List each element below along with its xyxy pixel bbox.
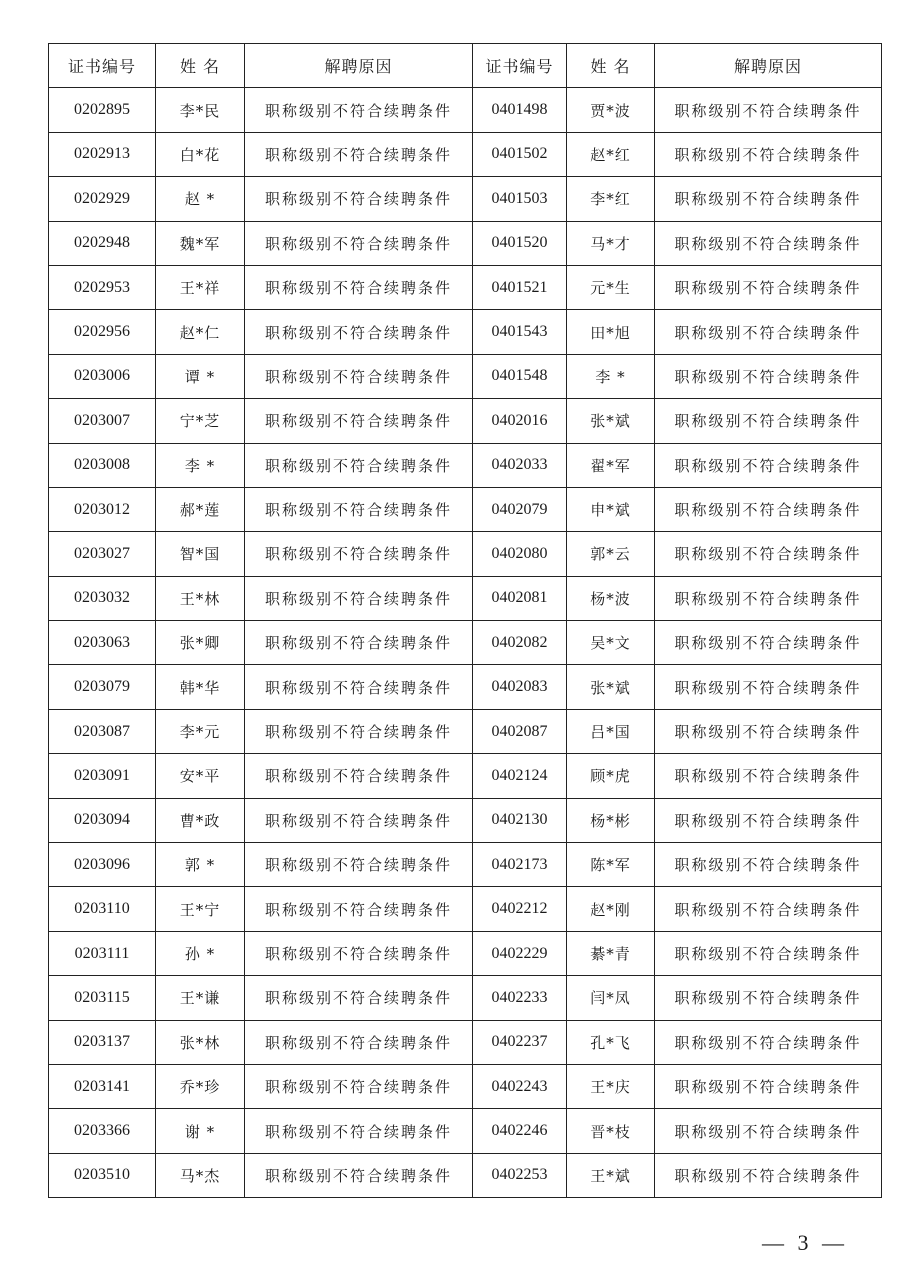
cert-no-cell: 0203096	[49, 843, 156, 887]
person-name-cell: 李*民	[156, 88, 245, 132]
dismissal-reason-cell: 职称级别不符合续聘条件	[245, 1109, 473, 1153]
table-row	[49, 798, 882, 842]
dismissal-reason-cell: 职称级别不符合续聘条件	[245, 709, 473, 753]
dismissal-reason-cell: 职称级别不符合续聘条件	[245, 265, 473, 309]
person-name-cell: 顾*虎	[567, 754, 655, 798]
person-name-cell: 宁*芝	[156, 399, 245, 443]
dismissal-reason-cell: 职称级别不符合续聘条件	[655, 88, 882, 132]
person-name-cell: 李*红	[567, 177, 655, 221]
person-name-cell: 郝*莲	[156, 487, 245, 531]
cert-no-cell: 0202895	[49, 88, 156, 132]
cert-no-cell: 0401498	[473, 88, 567, 132]
dismissal-reason-cell: 职称级别不符合续聘条件	[245, 621, 473, 665]
dismissal-reason-cell: 职称级别不符合续聘条件	[655, 754, 882, 798]
cert-no-cell: 0401543	[473, 310, 567, 354]
cert-no-cell: 0202953	[49, 265, 156, 309]
table-row	[49, 976, 882, 1020]
table-row	[49, 399, 882, 443]
dismissal-reason-cell: 职称级别不符合续聘条件	[655, 931, 882, 975]
person-name-cell: 张*林	[156, 1020, 245, 1064]
person-name-cell: 赵*刚	[567, 887, 655, 931]
table-row	[49, 621, 882, 665]
cert-no-cell: 0202913	[49, 132, 156, 176]
table-row	[49, 1153, 882, 1197]
person-name-cell: 安*平	[156, 754, 245, 798]
dismissal-reason-cell: 职称级别不符合续聘条件	[245, 354, 473, 398]
cert-no-cell: 0202929	[49, 177, 156, 221]
person-name-cell: 张*卿	[156, 621, 245, 665]
cert-no-cell: 0203510	[49, 1153, 156, 1197]
table-row	[49, 709, 882, 753]
person-name-cell: 谢 *	[156, 1109, 245, 1153]
person-name-cell: 贾*波	[567, 88, 655, 132]
person-name-cell: 王*谦	[156, 976, 245, 1020]
person-name-cell: 吕*国	[567, 709, 655, 753]
person-name-cell: 赵 *	[156, 177, 245, 221]
cert-no-cell: 0402212	[473, 887, 567, 931]
person-name-cell: 谭 *	[156, 354, 245, 398]
cert-no-cell: 0402080	[473, 532, 567, 576]
person-name-cell: 闫*凤	[567, 976, 655, 1020]
person-name-cell: 乔*珍	[156, 1064, 245, 1108]
cert-no-cell: 0402173	[473, 843, 567, 887]
table-row	[49, 576, 882, 620]
person-name-cell: 郭*云	[567, 532, 655, 576]
header-name-right: 姓 名	[567, 44, 655, 88]
person-name-cell: 王*宁	[156, 887, 245, 931]
dismissal-reason-cell: 职称级别不符合续聘条件	[245, 1020, 473, 1064]
table-row	[49, 177, 882, 221]
cert-no-cell: 0402237	[473, 1020, 567, 1064]
dismissal-reason-cell: 职称级别不符合续聘条件	[655, 132, 882, 176]
person-name-cell: 李*元	[156, 709, 245, 753]
cert-no-cell: 0202956	[49, 310, 156, 354]
header-cert-no-left: 证书编号	[49, 44, 156, 88]
person-name-cell: 杨*彬	[567, 798, 655, 842]
person-name-cell: 翟*军	[567, 443, 655, 487]
header-cert-no-right: 证书编号	[473, 44, 567, 88]
person-name-cell: 马*才	[567, 221, 655, 265]
header-row	[49, 44, 882, 88]
cert-no-cell: 0203087	[49, 709, 156, 753]
cert-no-cell: 0203079	[49, 665, 156, 709]
dismissal-reason-cell: 职称级别不符合续聘条件	[655, 265, 882, 309]
cert-no-cell: 0202948	[49, 221, 156, 265]
dismissal-reason-cell: 职称级别不符合续聘条件	[655, 1109, 882, 1153]
cert-no-cell: 0401548	[473, 354, 567, 398]
table-row	[49, 354, 882, 398]
table-row	[49, 1064, 882, 1108]
cert-no-cell: 0203111	[49, 931, 156, 975]
dismissal-reason-cell: 职称级别不符合续聘条件	[655, 1020, 882, 1064]
person-name-cell: 魏*军	[156, 221, 245, 265]
cert-no-cell: 0203110	[49, 887, 156, 931]
dismissal-reason-cell: 职称级别不符合续聘条件	[245, 976, 473, 1020]
cert-no-cell: 0203032	[49, 576, 156, 620]
person-name-cell: 曹*政	[156, 798, 245, 842]
cert-no-cell: 0402081	[473, 576, 567, 620]
dismissal-reason-cell: 职称级别不符合续聘条件	[245, 532, 473, 576]
person-name-cell: 吴*文	[567, 621, 655, 665]
person-name-cell: 孔*飞	[567, 1020, 655, 1064]
cert-no-cell: 0203012	[49, 487, 156, 531]
person-name-cell: 赵*红	[567, 132, 655, 176]
cert-no-cell: 0402243	[473, 1064, 567, 1108]
person-name-cell: 王*庆	[567, 1064, 655, 1108]
header-reason-right: 解聘原因	[655, 44, 882, 88]
person-name-cell: 王*斌	[567, 1153, 655, 1197]
person-name-cell: 张*斌	[567, 399, 655, 443]
cert-no-cell: 0402033	[473, 443, 567, 487]
cert-no-cell: 0203137	[49, 1020, 156, 1064]
cert-no-cell: 0402246	[473, 1109, 567, 1153]
dismissal-reason-cell: 职称级别不符合续聘条件	[245, 754, 473, 798]
dismissal-reason-cell: 职称级别不符合续聘条件	[655, 576, 882, 620]
page-number: — 3 —	[762, 1230, 848, 1255]
cert-no-cell: 0402079	[473, 487, 567, 531]
cert-no-cell: 0402083	[473, 665, 567, 709]
dismissal-reason-cell: 职称级别不符合续聘条件	[245, 443, 473, 487]
dismissal-reason-cell: 职称级别不符合续聘条件	[245, 1153, 473, 1197]
dismissal-reason-cell: 职称级别不符合续聘条件	[655, 621, 882, 665]
table-row	[49, 443, 882, 487]
dismissal-reason-cell: 职称级别不符合续聘条件	[245, 1064, 473, 1108]
person-name-cell: 王*祥	[156, 265, 245, 309]
table-row	[49, 532, 882, 576]
person-name-cell: 陈*军	[567, 843, 655, 887]
dismissal-reason-cell: 职称级别不符合续聘条件	[245, 487, 473, 531]
table-row	[49, 88, 882, 132]
person-name-cell: 张*斌	[567, 665, 655, 709]
person-name-cell: 李 *	[156, 443, 245, 487]
cert-no-cell: 0402233	[473, 976, 567, 1020]
person-name-cell: 赵*仁	[156, 310, 245, 354]
dismissal-reason-cell: 职称级别不符合续聘条件	[655, 1064, 882, 1108]
person-name-cell: 智*国	[156, 532, 245, 576]
cert-no-cell: 0401520	[473, 221, 567, 265]
table-row	[49, 1020, 882, 1064]
table-row	[49, 931, 882, 975]
dismissal-reason-cell: 职称级别不符合续聘条件	[655, 354, 882, 398]
cert-no-cell: 0402082	[473, 621, 567, 665]
cert-no-cell: 0203115	[49, 976, 156, 1020]
dismissal-reason-cell: 职称级别不符合续聘条件	[655, 221, 882, 265]
cert-no-cell: 0402016	[473, 399, 567, 443]
dismissal-reason-cell: 职称级别不符合续聘条件	[245, 665, 473, 709]
cert-no-cell: 0402087	[473, 709, 567, 753]
table-row	[49, 221, 882, 265]
person-name-cell: 晋*枝	[567, 1109, 655, 1153]
cert-no-cell: 0203007	[49, 399, 156, 443]
dismissal-reason-cell: 职称级别不符合续聘条件	[245, 843, 473, 887]
dismissal-reason-cell: 职称级别不符合续聘条件	[245, 399, 473, 443]
person-name-cell: 白*花	[156, 132, 245, 176]
table-row	[49, 487, 882, 531]
cert-no-cell: 0203063	[49, 621, 156, 665]
dismissal-reason-cell: 职称级别不符合续聘条件	[655, 843, 882, 887]
table-row	[49, 265, 882, 309]
dismissal-reason-cell: 职称级别不符合续聘条件	[655, 310, 882, 354]
dismissal-reason-cell: 职称级别不符合续聘条件	[245, 88, 473, 132]
dismissal-reason-cell: 职称级别不符合续聘条件	[655, 976, 882, 1020]
header-reason-left: 解聘原因	[245, 44, 473, 88]
table-row	[49, 132, 882, 176]
person-name-cell: 田*旭	[567, 310, 655, 354]
dismissal-reason-cell: 职称级别不符合续聘条件	[245, 221, 473, 265]
table-row	[49, 665, 882, 709]
dismissal-reason-cell: 职称级别不符合续聘条件	[655, 487, 882, 531]
table-row	[49, 310, 882, 354]
dismissal-reason-cell: 职称级别不符合续聘条件	[245, 887, 473, 931]
cert-no-cell: 0203094	[49, 798, 156, 842]
dismissal-reason-cell: 职称级别不符合续聘条件	[245, 132, 473, 176]
cert-no-cell: 0402253	[473, 1153, 567, 1197]
table-row	[49, 887, 882, 931]
table-row	[49, 843, 882, 887]
person-name-cell: 孙 *	[156, 931, 245, 975]
person-name-cell: 申*斌	[567, 487, 655, 531]
cert-no-cell: 0203141	[49, 1064, 156, 1108]
dismissal-reason-cell: 职称级别不符合续聘条件	[655, 532, 882, 576]
dismissal-reason-cell: 职称级别不符合续聘条件	[655, 1153, 882, 1197]
cert-no-cell: 0401521	[473, 265, 567, 309]
dismissal-roster-table	[48, 43, 882, 1198]
dismissal-reason-cell: 职称级别不符合续聘条件	[655, 709, 882, 753]
dismissal-reason-cell: 职称级别不符合续聘条件	[245, 798, 473, 842]
person-name-cell: 郭 *	[156, 843, 245, 887]
cert-no-cell: 0203027	[49, 532, 156, 576]
header-name-left: 姓 名	[156, 44, 245, 88]
person-name-cell: 韩*华	[156, 665, 245, 709]
table-row	[49, 1109, 882, 1153]
cert-no-cell: 0401503	[473, 177, 567, 221]
person-name-cell: 李 *	[567, 354, 655, 398]
dismissal-reason-cell: 职称级别不符合续聘条件	[655, 443, 882, 487]
dismissal-reason-cell: 职称级别不符合续聘条件	[655, 798, 882, 842]
cert-no-cell: 0203008	[49, 443, 156, 487]
cert-no-cell: 0203006	[49, 354, 156, 398]
dismissal-reason-cell: 职称级别不符合续聘条件	[245, 931, 473, 975]
cert-no-cell: 0402124	[473, 754, 567, 798]
person-name-cell: 綦*青	[567, 931, 655, 975]
dismissal-reason-cell: 职称级别不符合续聘条件	[245, 576, 473, 620]
cert-no-cell: 0401502	[473, 132, 567, 176]
cert-no-cell: 0203366	[49, 1109, 156, 1153]
cert-no-cell: 0402130	[473, 798, 567, 842]
person-name-cell: 王*林	[156, 576, 245, 620]
person-name-cell: 马*杰	[156, 1153, 245, 1197]
dismissal-reason-cell: 职称级别不符合续聘条件	[655, 177, 882, 221]
dismissal-reason-cell: 职称级别不符合续聘条件	[655, 887, 882, 931]
dismissal-reason-cell: 职称级别不符合续聘条件	[245, 177, 473, 221]
dismissal-reason-cell: 职称级别不符合续聘条件	[655, 665, 882, 709]
cert-no-cell: 0203091	[49, 754, 156, 798]
person-name-cell: 元*生	[567, 265, 655, 309]
table-row	[49, 754, 882, 798]
dismissal-reason-cell: 职称级别不符合续聘条件	[245, 310, 473, 354]
cert-no-cell: 0402229	[473, 931, 567, 975]
dismissal-reason-cell: 职称级别不符合续聘条件	[655, 399, 882, 443]
person-name-cell: 杨*波	[567, 576, 655, 620]
